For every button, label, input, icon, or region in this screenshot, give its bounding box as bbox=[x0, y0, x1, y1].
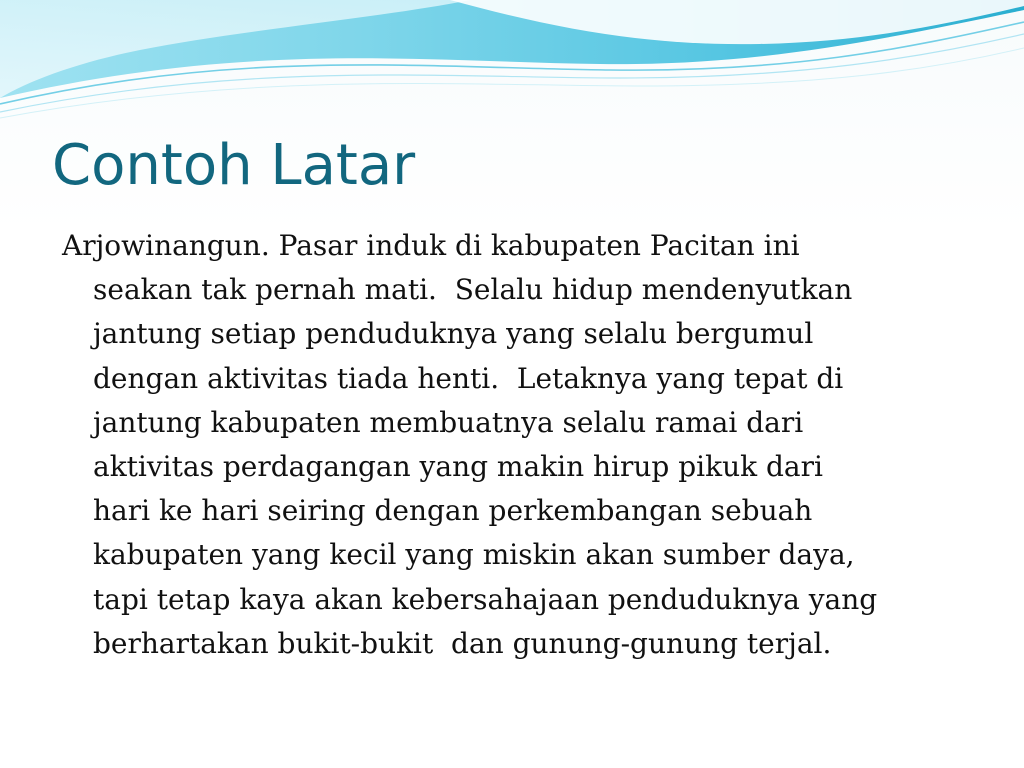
body-line: dengan aktivitas tiada henti. Letaknya yang tepat di bbox=[93, 361, 844, 395]
slide-title: Contoh Latar bbox=[52, 133, 416, 198]
body-line: Arjowinangun. Pasar induk di kabupaten Pacitan ini bbox=[62, 229, 800, 262]
body-line: hari ke hari seiring dengan perkembangan sebuah bbox=[93, 494, 813, 528]
body-line: jantung kabupaten membuatnya selalu ramai dari bbox=[93, 405, 804, 439]
body-line: berhartakan bukit-bukit dan gunung-gunung terjal. bbox=[93, 626, 832, 660]
body-line: kabupaten yang kecil yang miskin akan sumber daya, bbox=[93, 538, 855, 572]
body-paragraph bbox=[62, 224, 962, 666]
body-line: seakan tak pernah mati. Selalu hidup mendenyutkan bbox=[93, 273, 853, 307]
body-line: tapi tetap kaya akan kebersahajaan penduduknya yang bbox=[93, 582, 878, 616]
body-line: jantung setiap penduduknya yang selalu bergumul bbox=[93, 317, 814, 351]
wave-header-decoration bbox=[0, 0, 1024, 130]
body-line: aktivitas perdagangan yang makin hirup pikuk dari bbox=[93, 450, 823, 484]
